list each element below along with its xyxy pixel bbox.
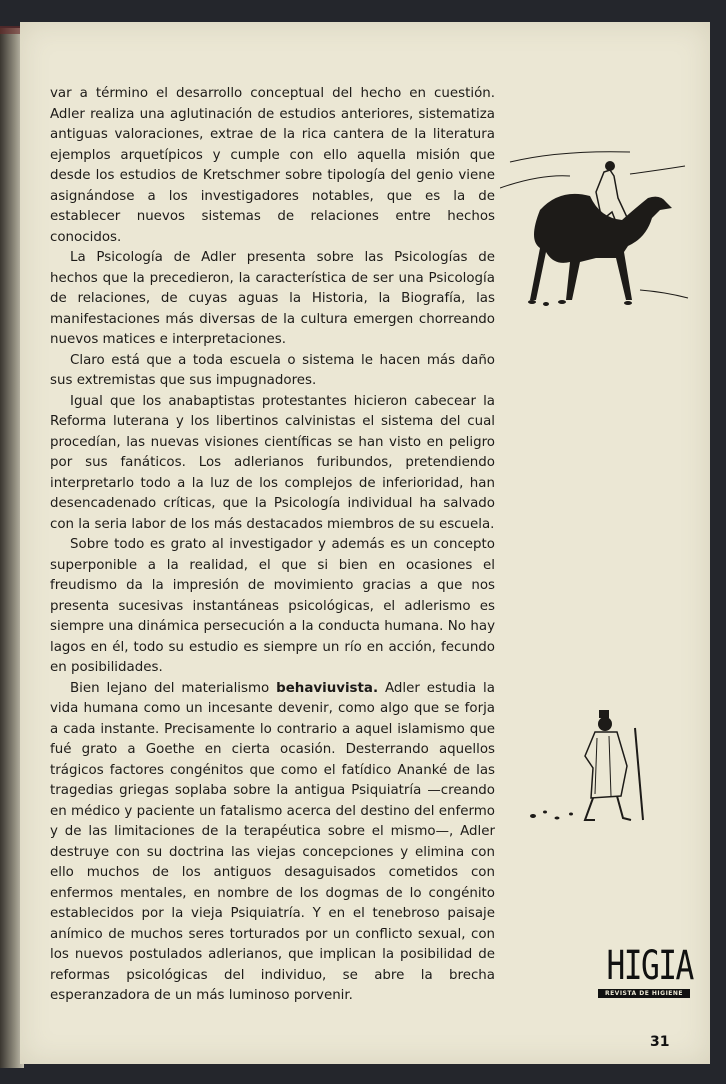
paragraph-6-start: Bien lejano del materialismo [70,680,277,696]
logo-letters: HIGIA [606,943,693,989]
paragraph-5: Sobre todo es grato al investigador y además es un concepto superponible a la realidad, el que si bien en ocasiones el freudismo da la impresión de movimiento gracias a que nos presenta sucesivas instantáneas psicológicas, el adlerismo es siempre una dinámica persecución a la conducta humana. No hay lagos en él, todo su estudio es siempre un río en acción, fecundo en posibilidades. [50,537,495,675]
pilgrim-illustration [525,708,655,828]
paragraph-3: Claro está que a toda escuela o sistema le hacen más daño sus extremistas que sus impugnadores. [50,352,495,388]
paragraph-6 [50,679,495,1007]
paragraph-1: var a término el desarrollo conceptual del hecho en cuestión. Adler realiza una aglutinación de estudios anteriores, sistematiza antiguas valoraciones, extrae de la rica cantera de la literatura ejemplos arquetípicos y cumple con ello aquella misión que desde los estudios de Kretschmer sobre tipología del genio viene asignándose a los investigadores notables, que es la de establecer nuevos sistemas de relaciones entre hechos conocidos. [50,86,495,245]
paragraph-4: Igual que los anabaptistas protestantes hicieron cabecear la Reforma luterana y los libertinos calvinistas el sistema del cual procedían, las nuevas visiones científicas se han visto en peligro por sus fanáticos. Los adlerianos furibundos, pretendiendo interpretarlo todo a la luz de los complejos de inferioridad, han desencadenado críticas, que la Psicología individual ha salvado con la seria labor de los más destacados miembros de su escuela. [50,393,495,532]
article-body [50,84,495,1007]
camel-rider-illustration [500,140,690,310]
page-number: 31 [650,1034,670,1050]
logo-subtitle: REVISTA DE HIGIENE [598,989,690,998]
higia-logo [596,944,692,1002]
behaviorism-term: behaviuvista. [276,680,379,696]
paragraph-6-rest: Adler estudia la vida humana como un incesante devenir, como algo que se forja a cada instante. Precisamente lo contrario a aquel islamismo que fué grato a Goethe en cierta ocasión. Desterrando aquellos trágicos factores congénitos que como el fatídico Ananké de las tragedias griegas soplaba sobre la antigua Psiquiatría —creando en médico y paciente un fatalismo acerca del destino del enfermo y de las limitaciones de la terapéutica sobre el mismo—, Adler destruye con su doctrina las viejas concepciones y elimina con ello muchos de los antiguos desaguisados cometidos con enfermos mentales, en nombre de los dogmas de lo congénito establecidos por la vieja Psiquiatría. Y en el tenebroso paisaje anímico de muchos seres torturados por un conflicto sexual, con los nuevos postulados adlerianos, que implican la posibilidad de reformas psicológicas del individuo, se abre la brecha esperanzadora de un más luminoso porvenir. [50,680,495,1003]
paragraph-2: La Psicología de Adler presenta sobre las Psicologías de hechos que la precedieron, la característica de ser una Psicología de relaciones, de cuyas aguas la Historia, la Biografía, las manifestaciones más diversas de la cultura emergen chorreando nuevos matices e interpretaciones. [50,250,495,347]
page-sheet [20,22,710,1064]
